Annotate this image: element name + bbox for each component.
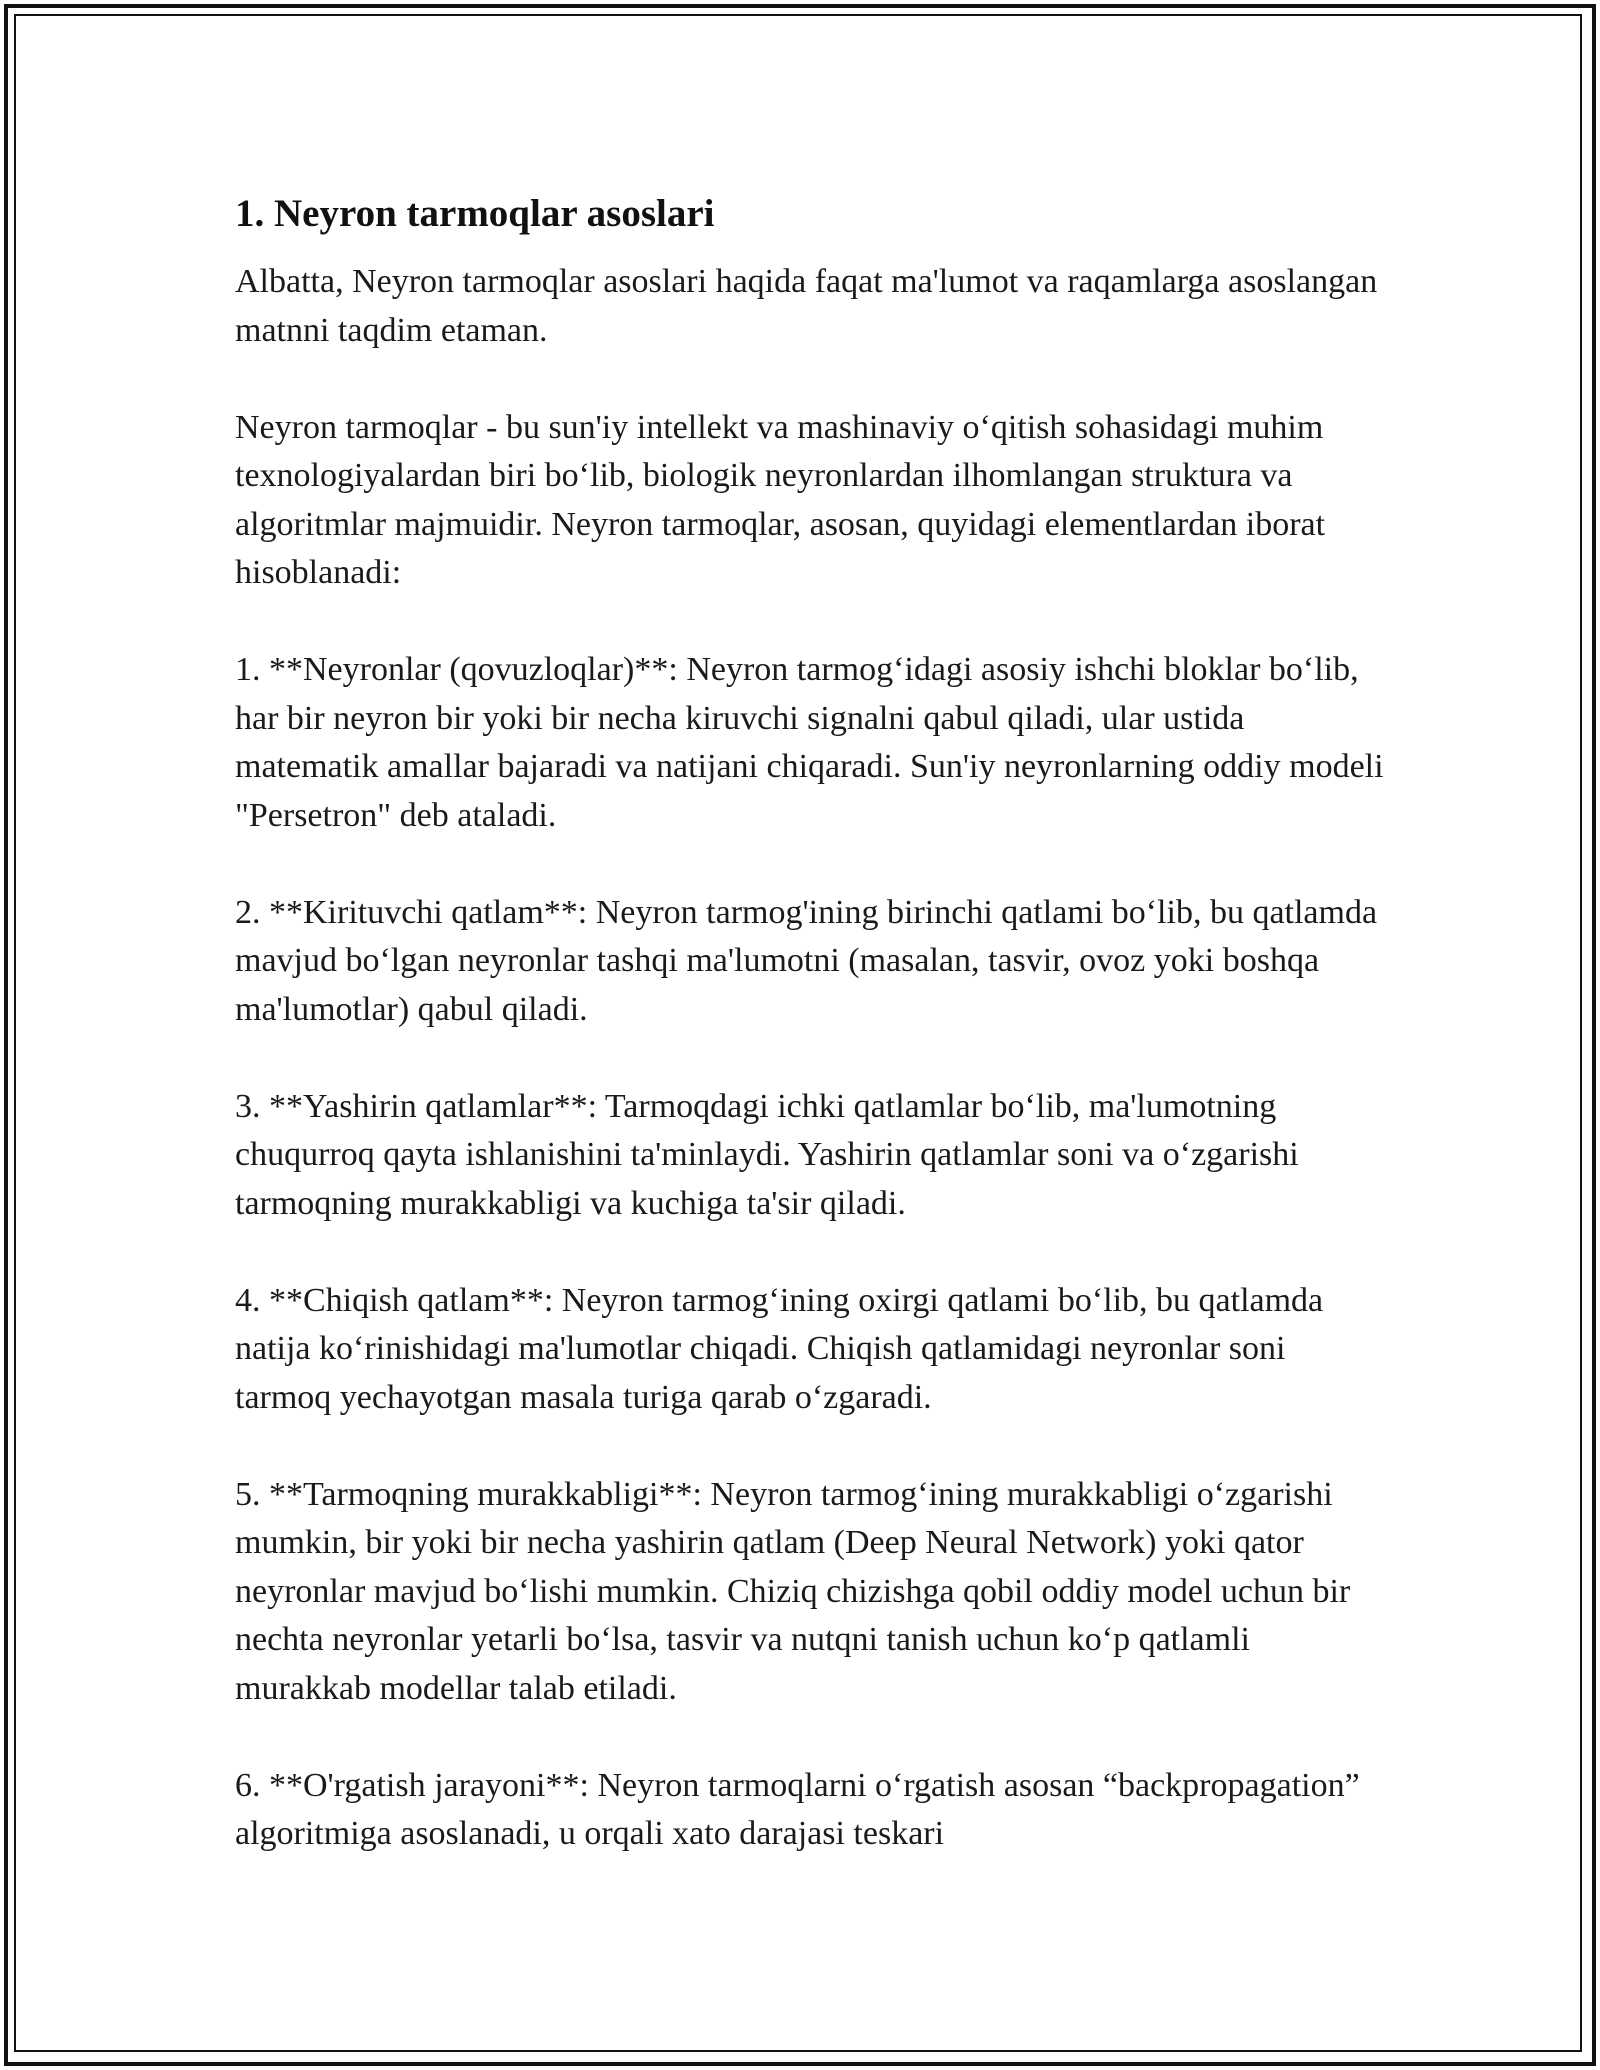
paragraph-item-5: 5. **Tarmoqning murakkabligi**: Neyron tarmog‘ining murakkabligi o‘zgarishi mumkin, bir yoki bir necha yashirin qatlam (Deep Neural Network) yoki qator neyronlar mavjud bo‘lishi mumkin. Chiziq chizishga qobil oddiy model uchun bir nechta neyronlar yetarli bo‘lsa, tasvir va nutqni tanish uchun ko‘p qatlamli murakkab modellar talab etiladi. <box>235 1475 1351 1707</box>
paragraph-item-4: 4. **Chiqish qatlam**: Neyron tarmog‘ining oxirgi qatlami bo‘lib, bu qatlamda natija ko‘rinishidagi ma'lumotlar chiqadi. Chiqish qatlamidagi neyronlar soni tarmoq yechayotgan masala turiga qarab o‘zgaradi. <box>235 1281 1324 1416</box>
paragraph-item-2: 2. **Kirituvchi qatlam**: Neyron tarmog'ining birinchi qatlami bo‘lib, bu qatlamda mavjud bo‘lgan neyronlar tashqi ma'lumotni (masalan, tasvir, ovoz yoki boshqa ma'lumotlar) qabul qiladi. <box>235 893 1378 1028</box>
paragraph-item-1: 1. **Neyronlar (qovuzloqlar)**: Neyron tarmog‘idagi asosiy ishchi bloklar bo‘lib, har bir neyron bir yoki bir necha kiruvchi signalni qabul qiladi, ular ustida matematik amallar bajaradi va natijani chiqaradi. Sun'iy neyronlarning oddiy modeli "Persetron" deb ataladi. <box>235 651 1384 834</box>
paragraph-intro: Albatta, Neyron tarmoqlar asoslari haqida faqat ma'lumot va raqamlarga asoslangan matnni taqdim etaman. <box>235 263 1378 349</box>
document-body <box>235 186 1385 1859</box>
paragraph-definition: Neyron tarmoqlar - bu sun'iy intellekt va mashinaviy o‘qitish sohasidagi muhim texnologiyalardan biri bo‘lib, biologik neyronlardan ilhomlangan struktura va algoritmlar majmuidir. Neyron tarmoqlar, asosan, quyidagi elementlardan iborat hisoblanadi: <box>235 408 1326 591</box>
paragraph-item-3: 3. **Yashirin qatlamlar**: Tarmoqdagi ichki qatlamlar bo‘lib, ma'lumotning chuqurroq qayta ishlanishini ta'minlaydi. Yashirin qatlamlar soni va o‘zgarishi tarmoqning murakkabligi va kuchiga ta'sir qiladi. <box>235 1087 1299 1222</box>
paragraph-item-6: 6. **O'rgatish jarayoni**: Neyron tarmoqlarni o‘rgatish asosan “backpropagation” algoritmiga asoslanadi, u orqali xato darajasi teskari <box>235 1766 1360 1852</box>
section-heading: 1. Neyron tarmoqlar asoslari <box>235 192 715 235</box>
